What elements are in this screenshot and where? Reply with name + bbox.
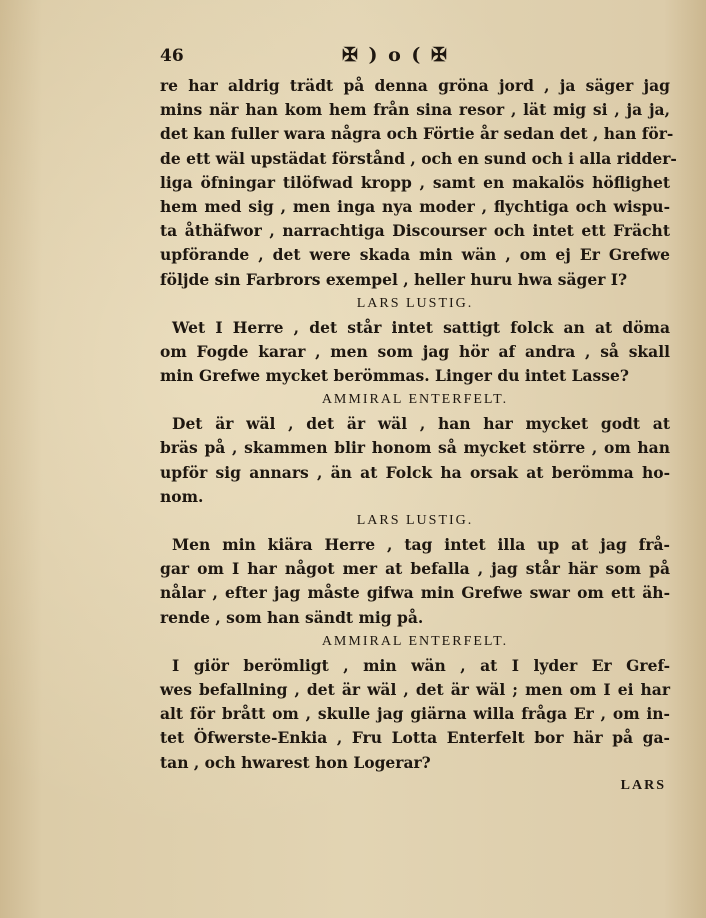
- text-line: I giör berömligt , min wän , at I lyder Er Gref-: [172, 655, 670, 675]
- text-line: upförande , det were skada min wän , om ej Er Grefwe: [160, 245, 670, 265]
- text-line: nom.: [160, 486, 204, 506]
- running-head-ornament: ✠ ) o ( ✠: [342, 44, 449, 66]
- speaker-heading: AMMIRAL ENTERFELT.: [321, 392, 509, 408]
- text-line: re har aldrig trädt på denna gröna jord , ja säger jag: [160, 76, 670, 95]
- dialogue-paragraph: [160, 654, 670, 775]
- text-line: wes befallning , det är wäl , det är wäl ; men om I ei har: [160, 679, 670, 699]
- dialogue-paragraph: [160, 316, 670, 389]
- text-line: Det är wäl , det är wäl , han har mycket godt at: [172, 414, 670, 434]
- page-header: [160, 46, 670, 74]
- speaker-heading: LARS LUSTIG.: [356, 513, 474, 528]
- text-line: bräs på , skammen blir honom så mycket större , om han: [160, 438, 670, 458]
- dialogue-paragraph: [160, 74, 677, 292]
- dialogue-body: [160, 74, 677, 775]
- text-line: liga öfningar tilöfwad kropp , samt en makalös höflighet: [160, 172, 670, 192]
- text-line: det kan fuller wara några och Förtie år sedan det , han för-: [160, 124, 674, 144]
- dialogue-paragraph: [160, 533, 670, 630]
- page-text: [160, 44, 677, 775]
- catchword: LARS: [620, 778, 666, 793]
- text-line: hem med sig , men inga nya moder , flychtiga och wispu-: [160, 196, 670, 216]
- text-line: tet Öfwerste-Enkia , Fru Lotta Enterfelt bor här på ga-: [160, 728, 670, 748]
- text-line: tan , och hwarest hon Logerar?: [160, 752, 431, 772]
- dialogue-paragraph: [160, 412, 670, 509]
- text-line: ta åthäfwor , narrachtiga Discourser och intet ett Frächt: [160, 221, 670, 241]
- text-line: nålar , efter jag måste gifwa min Grefwe swar om ett äh-: [160, 583, 670, 603]
- text-line: rende , som han sändt mig på.: [160, 607, 424, 627]
- text-line: de ett wäl upstädat förstånd , och en sund och i alla ridder-: [160, 148, 677, 168]
- text-line: följde sin Farbrors exempel , heller huru hwa säger I?: [160, 269, 628, 289]
- text-line: Men min kiära Herre , tag intet illa up at jag frå-: [172, 535, 670, 554]
- text-line: min Grefwe mycket berömmas. Linger du intet Lasse?: [160, 366, 629, 386]
- text-line: gar om I har något mer at befalla , jag står här som på: [160, 559, 670, 579]
- page-number: 46: [160, 46, 184, 66]
- text-line: om Fogde karar , men som jag hör af andra , så skall: [160, 341, 670, 361]
- text-line: upför sig annars , än at Folck ha orsak at berömma ho-: [160, 462, 670, 482]
- speaker-heading: LARS LUSTIG.: [356, 295, 474, 311]
- text-line: alt för brått om , skulle jag giärna willa fråga Er , om in-: [160, 704, 670, 724]
- text-line: Wet I Herre , det står intet sattigt folck an at döma: [172, 317, 670, 337]
- text-line: mins när han kom hem från sina resor , lät mig si , ja ja,: [160, 100, 670, 120]
- speaker-heading: AMMIRAL ENTERFELT.: [321, 633, 509, 649]
